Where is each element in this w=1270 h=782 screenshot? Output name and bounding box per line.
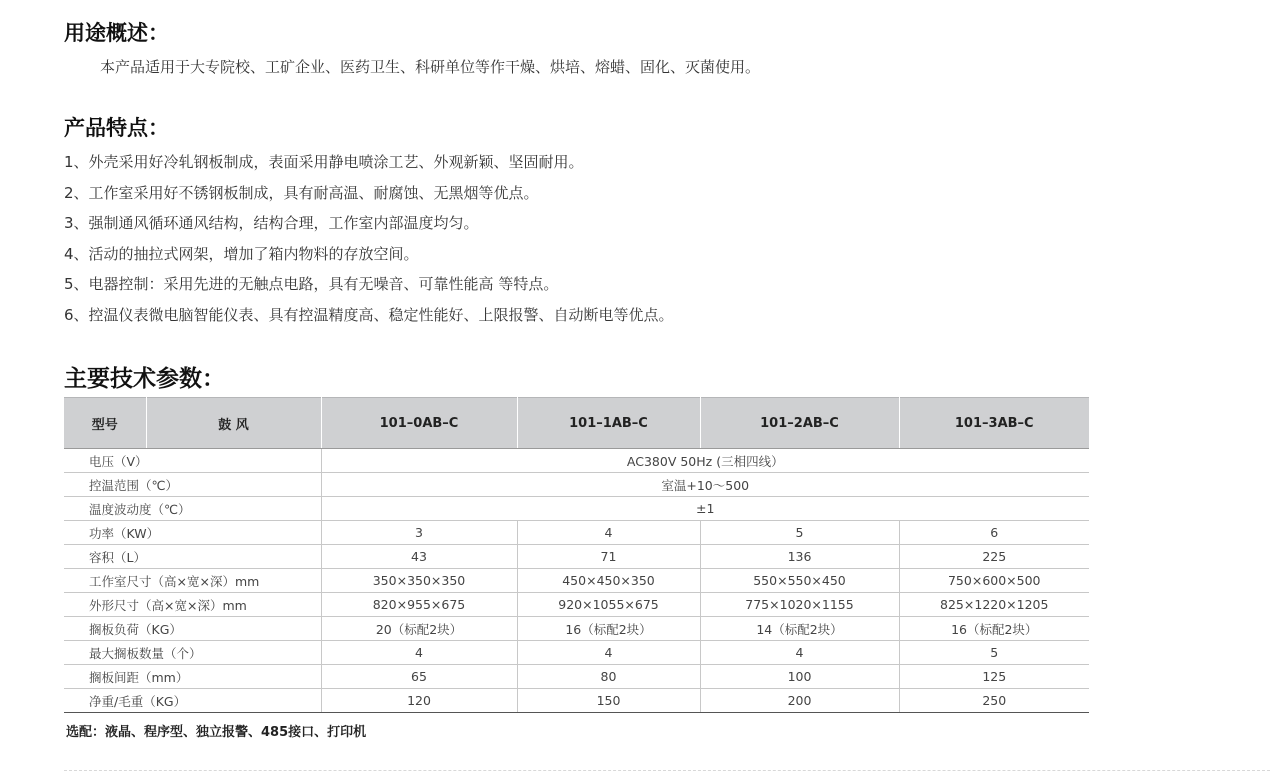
row-label: 控温范围（℃） (64, 473, 321, 497)
spec-header-row (64, 398, 1089, 449)
table-row (64, 593, 1089, 617)
table-row (64, 497, 1089, 521)
cell: 16（标配2块） (517, 617, 700, 641)
usage-text: 本产品适用于大专院校、工矿企业、医药卫生、科研单位等作干燥、烘培、熔蜡、固化、灭菌使用。 (100, 58, 761, 76)
row-label: 最大搁板数量（个） (64, 641, 321, 665)
row-label: 容积（L） (64, 545, 321, 569)
cell: 4 (517, 521, 700, 545)
cell: 550×550×450 (700, 569, 899, 593)
table-row (64, 665, 1089, 689)
cell: 80 (517, 665, 700, 689)
divider (64, 770, 1270, 771)
cell: 43 (321, 545, 517, 569)
cell: 825×1220×1205 (899, 593, 1089, 617)
cell: 71 (517, 545, 700, 569)
row-label: 搁板间距（mm） (64, 665, 321, 689)
cell: 6 (899, 521, 1089, 545)
cell: 3 (321, 521, 517, 545)
cell: 14（标配2块） (700, 617, 899, 641)
features-heading: 产品特点： (64, 116, 169, 140)
specs-heading: 主要技术参数： (64, 366, 225, 392)
feature-item: 2、工作室采用好不锈钢板制成，具有耐高温、耐腐蚀、无黑烟等优点。 (64, 183, 539, 202)
row-value: 室温+10～500 (321, 473, 1089, 497)
usage-heading: 用途概述： (64, 21, 169, 45)
feature-item: 3、强制通风循环通风结构，结构合理，工作室内部温度均匀。 (64, 214, 479, 233)
cell: 136 (700, 545, 899, 569)
row-label: 净重/毛重（KG） (64, 689, 321, 713)
row-label: 温度波动度（℃） (64, 497, 321, 521)
features-list (64, 150, 674, 334)
row-label: 搁板负荷（KG） (64, 617, 321, 641)
row-label: 工作室尺寸（高×宽×深）mm (64, 569, 321, 593)
cell: 65 (321, 665, 517, 689)
feature-item: 4、活动的抽拉式网架，增加了箱内物料的存放空间。 (64, 244, 419, 263)
cell: 225 (899, 545, 1089, 569)
table-row (64, 545, 1089, 569)
header-model-1: 101–0AB–C (321, 398, 517, 449)
table-row (64, 521, 1089, 545)
header-model-3: 101–2AB–C (700, 398, 899, 449)
header-model-4: 101–3AB–C (899, 398, 1089, 449)
feature-item: 5、电器控制：采用先进的无触点电路，具有无噪音、可靠性能高 等特点。 (64, 275, 559, 294)
cell: 5 (899, 641, 1089, 665)
cell: 16（标配2块） (899, 617, 1089, 641)
row-label: 功率（KW） (64, 521, 321, 545)
row-label: 电压（V） (64, 449, 321, 473)
table-row (64, 641, 1089, 665)
cell: 4 (517, 641, 700, 665)
table-row (64, 449, 1089, 473)
options-note: 选配：液晶、程序型、独立报警、485接口、打印机 (66, 725, 367, 740)
cell: 4 (700, 641, 899, 665)
cell: 350×350×350 (321, 569, 517, 593)
table-row (64, 689, 1089, 713)
cell: 125 (899, 665, 1089, 689)
cell: 250 (899, 689, 1089, 713)
header-model: 型号 (64, 398, 146, 449)
cell: 120 (321, 689, 517, 713)
feature-item: 1、外壳采用好冷轧钢板制成，表面采用静电喷涂工艺、外观新颖、坚固耐用。 (64, 153, 584, 171)
cell: 5 (700, 521, 899, 545)
table-row (64, 617, 1089, 641)
row-value: ±1 (321, 497, 1089, 521)
cell: 820×955×675 (321, 593, 517, 617)
cell: 920×1055×675 (517, 593, 700, 617)
header-type: 鼓 风 (146, 398, 321, 449)
cell: 450×450×350 (517, 569, 700, 593)
row-label: 外形尺寸（高×宽×深）mm (64, 593, 321, 617)
table-row (64, 569, 1089, 593)
row-value: AC380V 50Hz (三相四线） (321, 449, 1089, 473)
header-model-2: 101–1AB–C (517, 398, 700, 449)
cell: 20（标配2块） (321, 617, 517, 641)
cell: 100 (700, 665, 899, 689)
cell: 150 (517, 689, 700, 713)
cell: 775×1020×1155 (700, 593, 899, 617)
cell: 4 (321, 641, 517, 665)
cell: 200 (700, 689, 899, 713)
feature-item: 6、控温仪表微电脑智能仪表、具有控温精度高、稳定性能好、上限报警、自动断电等优点。 (64, 305, 674, 324)
spec-table (64, 397, 1089, 713)
table-row (64, 473, 1089, 497)
cell: 750×600×500 (899, 569, 1089, 593)
